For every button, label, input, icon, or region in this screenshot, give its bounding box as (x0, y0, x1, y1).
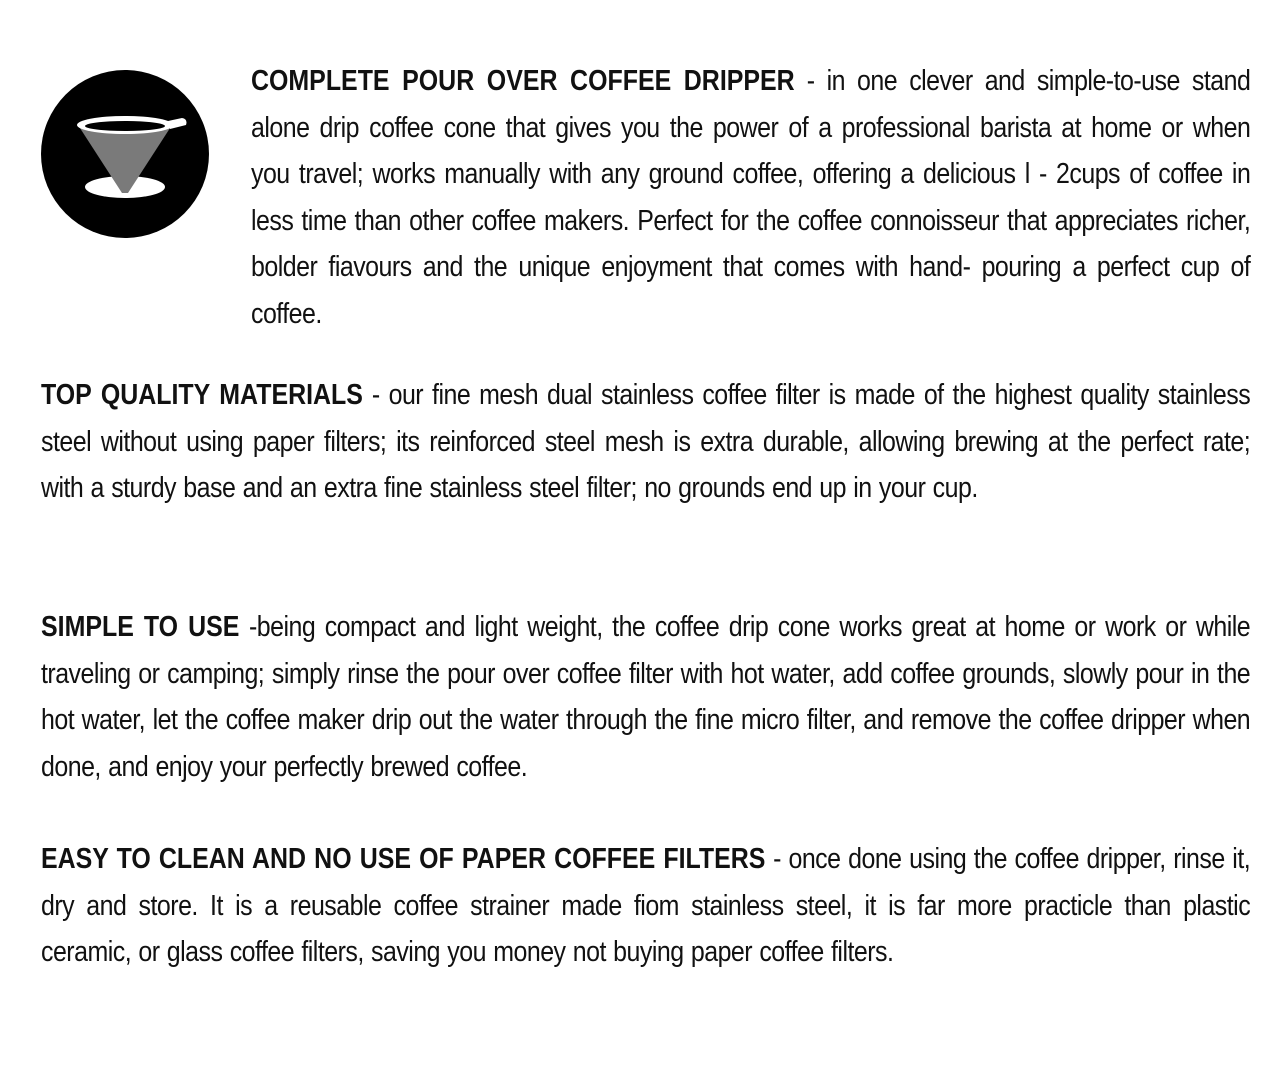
section-easy-to-clean (41, 836, 1250, 976)
section-heading: COMPLETE POUR OVER COFFEE DRIPPER (251, 65, 795, 97)
section-body: - once done using the coffee dripper, rinse it, dry and store. It is a reusable coffee strainer made fiom stainless steel, it is far more practicle than plastic ceramic, or glass coffee filters, saving you money not buying paper coffee filters. (41, 843, 1251, 968)
coffee-dripper-icon-svg (40, 69, 210, 239)
section-heading: EASY TO CLEAN AND NO USE OF PAPER COFFEE FILTERS (41, 843, 766, 875)
section-simple-to-use (41, 604, 1250, 790)
icon-rim-inner (85, 121, 165, 131)
section-complete-pour-over (251, 58, 1250, 337)
section-body: - our fine mesh dual stainless coffee filter is made of the highest quality stainless steel without using paper filters; its reinforced steel mesh is extra durable, allowing brewing at the perfect rate; with a sturdy base and an extra fine stainless steel filter; no grounds end up in your cup. (41, 379, 1251, 504)
section-heading: TOP QUALITY MATERIALS (41, 379, 363, 411)
section-body: -being compact and light weight, the coffee drip cone works great at home or work or while traveling or camping; simply rinse the pour over coffee filter with hot water, add coffee grounds, slowly pour in the hot water, let the coffee maker drip out the water through the fine micro filter, and remove the coffee dripper when done, and enjoy your perfectly brewed coffee. (41, 611, 1251, 783)
section-body: - in one clever and simple-to-use stand alone drip coffee cone that gives you the power of a professional barista at home or when you travel; works manually with any ground coffee, offering a delicious l - 2cups of coffee in less time than other coffee makers. Perfect for the coffee connoisseur that appreciates richer, bolder fiavours and the unique enjoyment that comes with hand- pouring a perfect cup of coffee. (251, 65, 1251, 330)
section-heading: SIMPLE TO USE (41, 611, 240, 643)
coffee-dripper-icon (40, 69, 210, 239)
section-top-quality-materials (41, 372, 1250, 512)
